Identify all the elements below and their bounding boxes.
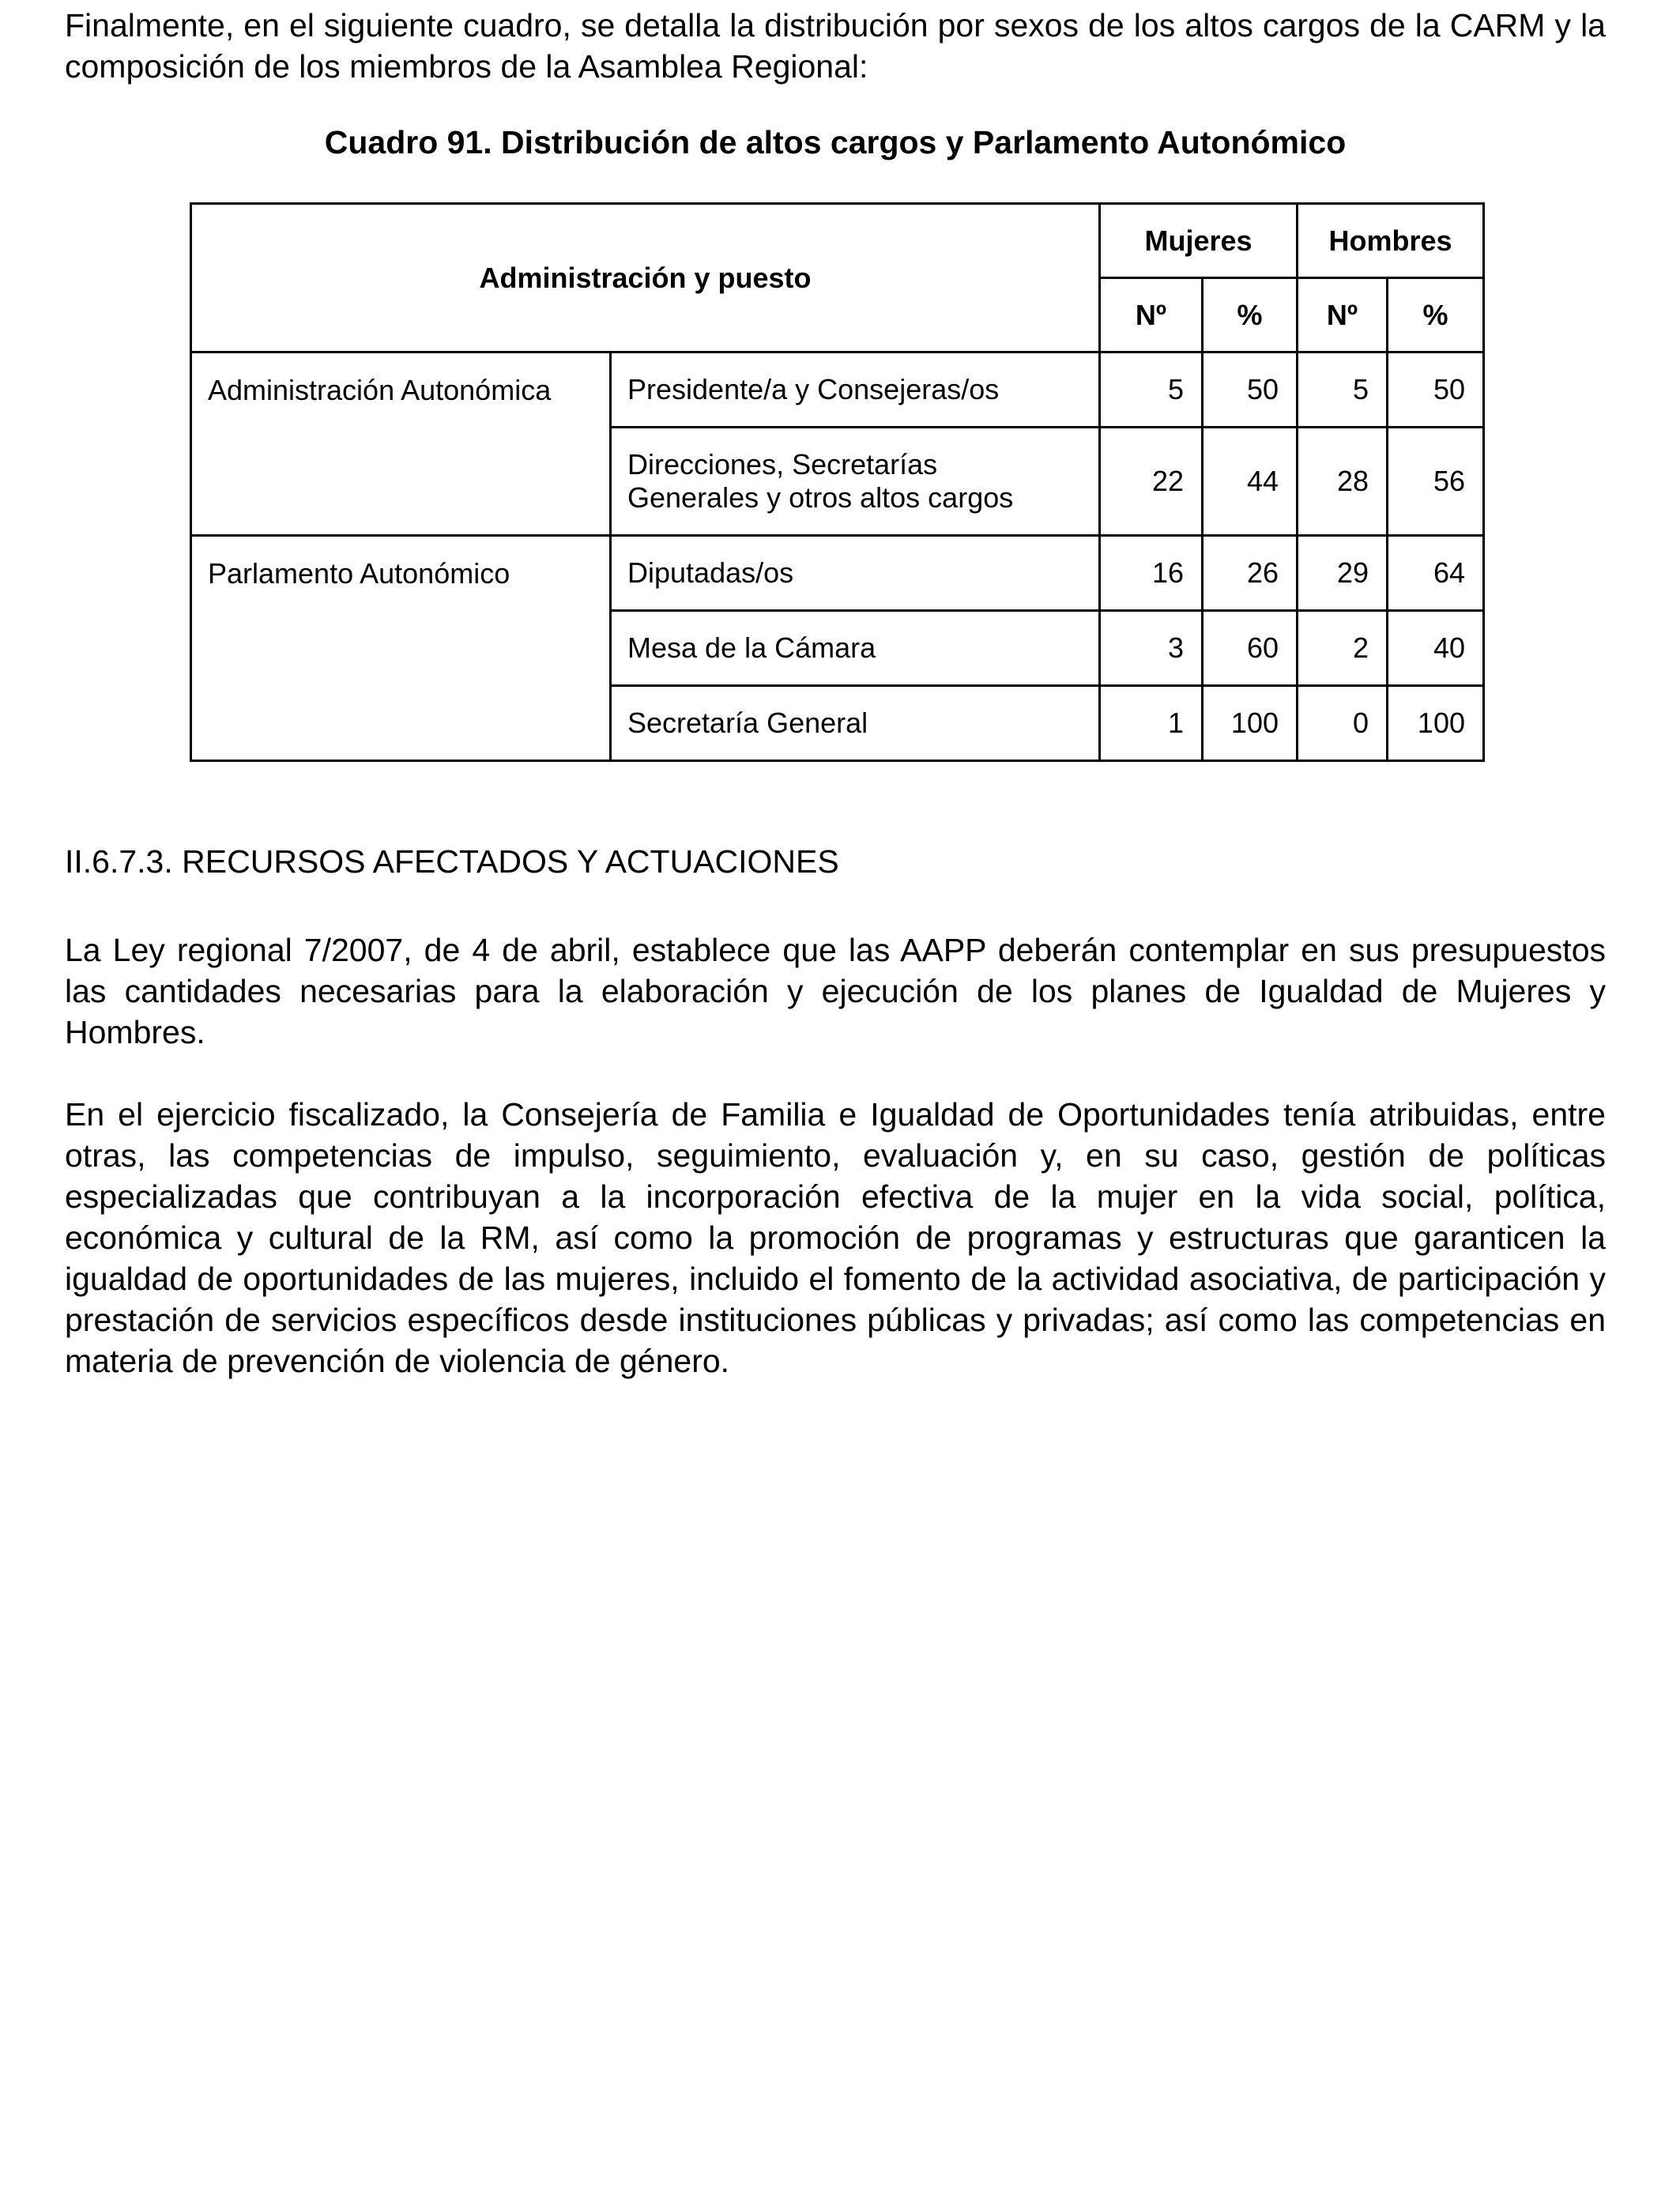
mujeres-num-cell: 1 — [1100, 686, 1203, 761]
puesto-line: Direcciones, Secretarías — [627, 448, 938, 481]
hombres-pct-cell: 50 — [1388, 352, 1484, 428]
mujeres-pct-cell: 100 — [1203, 686, 1298, 761]
hombres-num-cell: 29 — [1298, 536, 1388, 611]
mujeres-num-cell: 3 — [1100, 611, 1203, 686]
header-mujeres-num: Nº — [1100, 278, 1203, 352]
hombres-pct-cell: 100 — [1388, 686, 1484, 761]
body-paragraph: En el ejercicio fiscalizado, la Consejería de Familia e Igualdad de Oportunidades tenía atribuidas, entre otras, las competencias de impulso, seguimiento, evaluación y, en su caso, gestión de políticas especializadas que contribuyan a la incorporación efectiva de la mujer en la vida social, política, económica y cultural de la RM, así como la promoción de programas y estructuras que garanticen la igualdad de oportunidades de las mujeres, incluido el fomento de la actividad asociativa, de participación y prestación de servicios específicos desde instituciones públicas y privadas; así como las competencias en materia de prevención de violencia de género. — [65, 1096, 1606, 1379]
hombres-pct-cell: 40 — [1388, 611, 1484, 686]
mujeres-num-cell: 5 — [1100, 352, 1203, 428]
hombres-pct-cell: 56 — [1388, 428, 1484, 536]
header-mujeres-pct: % — [1203, 278, 1298, 352]
puesto-cell: Mesa de la Cámara — [611, 611, 1100, 686]
puesto-line: Generales y otros altos cargos — [627, 481, 1014, 514]
header-admin-puesto: Administración y puesto — [191, 204, 1100, 352]
header-mujeres: Mujeres — [1100, 204, 1298, 278]
mujeres-num-cell: 22 — [1100, 428, 1203, 536]
admin-autonomica-cell: Administración Autonómica — [191, 352, 611, 536]
table-row — [191, 536, 1484, 611]
hombres-num-cell: 0 — [1298, 686, 1388, 761]
puesto-cell: Secretaría General — [611, 686, 1100, 761]
mujeres-pct-cell: 60 — [1203, 611, 1298, 686]
header-hombres-num: Nº — [1298, 278, 1388, 352]
mujeres-pct-cell: 44 — [1203, 428, 1298, 536]
table-header-row — [191, 204, 1484, 278]
hombres-num-cell: 2 — [1298, 611, 1388, 686]
table-row — [191, 352, 1484, 428]
header-hombres: Hombres — [1298, 204, 1484, 278]
intro-paragraph: Finalmente, en el siguiente cuadro, se detalla la distribución por sexos de los altos cargos de la CARM y la composición de los miembros de la Asamblea Regional: — [65, 7, 1606, 85]
puesto-cell — [611, 428, 1100, 536]
mujeres-pct-cell: 50 — [1203, 352, 1298, 428]
section-heading: II.6.7.3. RECURSOS AFECTADOS Y ACTUACIONES — [65, 843, 839, 880]
puesto-cell: Diputadas/os — [611, 536, 1100, 611]
mujeres-pct-cell: 26 — [1203, 536, 1298, 611]
puesto-cell: Presidente/a y Consejeras/os — [611, 352, 1100, 428]
parlamento-autonomico-cell: Parlamento Autonómico — [191, 536, 611, 761]
mujeres-num-cell: 16 — [1100, 536, 1203, 611]
hombres-num-cell: 28 — [1298, 428, 1388, 536]
hombres-num-cell: 5 — [1298, 352, 1388, 428]
distribution-table — [190, 202, 1485, 762]
table-caption: Cuadro 91. Distribución de altos cargos y Parlamento Autonómico — [324, 124, 1347, 160]
body-paragraph: La Ley regional 7/2007, de 4 de abril, establece que las AAPP deberán contemplar en sus presupuestos las cantidades necesarias para la elaboración y ejecución de los planes de Igualdad de Mujeres y Hombres. — [65, 932, 1606, 1050]
header-hombres-pct: % — [1388, 278, 1484, 352]
hombres-pct-cell: 64 — [1388, 536, 1484, 611]
